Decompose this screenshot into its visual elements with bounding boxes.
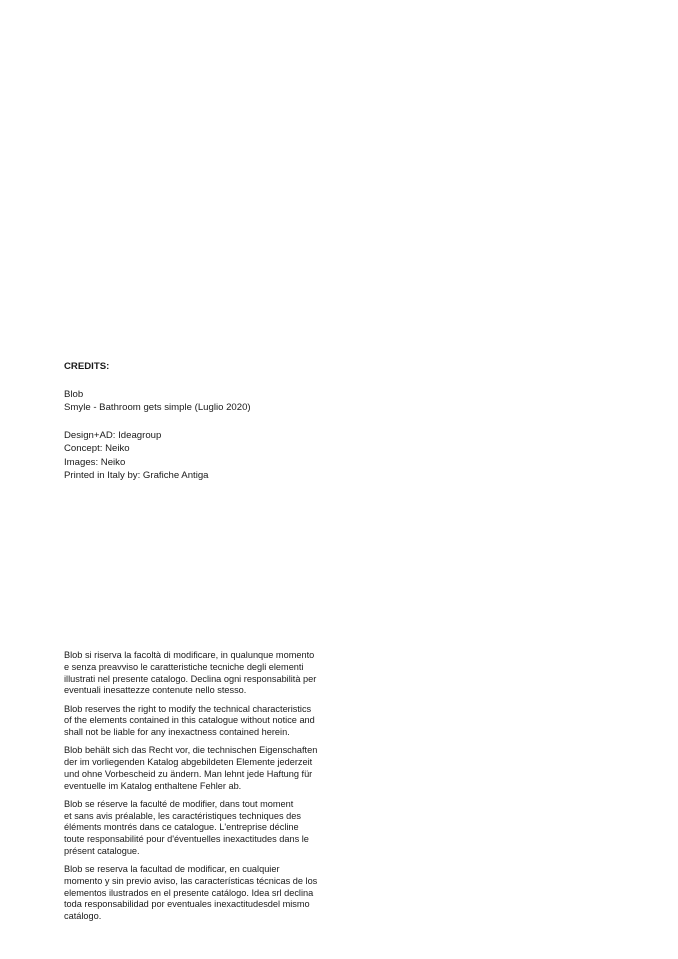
disclaimer-line: éléments montrés dans ce catalogue. L'entreprise décline	[64, 822, 299, 833]
credits-brand-block	[64, 388, 364, 415]
disclaimer-line: toda responsabilidad por eventuales inexactitudesdel mismo	[64, 899, 310, 910]
credit-concept: Concept: Neiko	[64, 443, 130, 454]
catalogue-title: Smyle - Bathroom gets simple (Luglio 2020)	[64, 402, 251, 413]
disclaimer-line: e senza preavviso le caratteristiche tecniche degli elementi	[64, 661, 304, 672]
credit-design: Design+AD: Ideagroup	[64, 429, 162, 441]
disclaimer-line: momento y sin previo aviso, las características técnicas de los	[64, 875, 318, 886]
disclaimer-line: Blob reserves the right to modify the technical characteristics	[64, 703, 312, 714]
disclaimer-line: catálogo.	[64, 911, 102, 921]
disclaimer-line: of the elements contained in this catalogue without notice and	[64, 715, 315, 726]
brand-name: Blob	[64, 388, 84, 400]
disclaimer-line: der im vorliegenden Katalog abgebildeten Elemente jederzeit	[64, 757, 313, 767]
disclaimer-line: und ohne Vorbescheid zu ändern. Man lehnt jede Haftung für	[64, 768, 313, 779]
disclaimer-german	[64, 745, 319, 792]
disclaimer-line: elementos ilustrados en el presente catálogo. Idea srl declina	[64, 887, 314, 898]
disclaimer-line: eventuelle im Katalog enthaltene Fehler ab.	[64, 780, 242, 791]
credit-images: Images: Neiko	[64, 456, 126, 468]
disclaimer-line: shall not be liable for any inexactness contained herein.	[64, 727, 290, 737]
disclaimer-line: Blob se reserva la facultad de modificar, en cualquier	[64, 864, 280, 874]
disclaimer-spanish	[64, 864, 319, 923]
disclaimer-line: présent catalogue.	[64, 845, 140, 856]
credits-section	[64, 360, 364, 497]
credits-heading: CREDITS:	[64, 361, 110, 372]
credits-team-block	[64, 429, 364, 483]
disclaimer-italian	[64, 650, 319, 697]
disclaimer-line: et sans avis préalable, les caractéristiques techniques des	[64, 810, 301, 821]
disclaimer-line: Blob si riserva la facoltà di modificare, in qualunque momento	[64, 650, 315, 660]
disclaimer-english	[64, 704, 319, 739]
disclaimer-french	[64, 799, 319, 858]
credit-printer: Printed in Italy by: Grafiche Antiga	[64, 470, 209, 481]
disclaimer-line: toute responsabilité pour d'éventuelles inexactitudes dans le	[64, 834, 309, 844]
disclaimer-line: illustrati nel presente catalogo. Declina ogni responsabilità per	[64, 673, 317, 684]
disclaimer-section	[64, 650, 319, 929]
disclaimer-line: Blob behält sich das Recht vor, die technischen Eigenschaften	[64, 745, 318, 756]
disclaimer-line: eventuali inesattezze contenute nello stesso.	[64, 685, 247, 696]
disclaimer-line: Blob se réserve la faculté de modifier, dans tout moment	[64, 798, 294, 809]
